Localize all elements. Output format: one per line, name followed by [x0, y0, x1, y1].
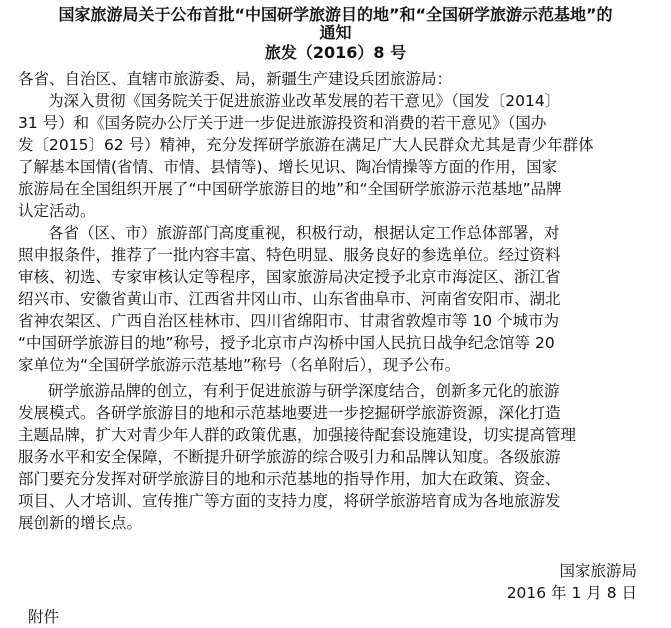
paragraph-3-line: 主题品牌，扩大对青少年人群的政策优惠，加强接待配套设施建设，切实提高管理	[18, 426, 577, 444]
paragraph-1-line: 发〔2015〕62 号）精神，充分发挥研学旅游在满足广大人民群众尤其是青少年群体	[18, 136, 594, 154]
document-title-line-2: 通知	[319, 23, 352, 42]
paragraph-2-line: 绍兴市、安徽省黄山市、江西省井冈山市、山东省曲阜市、河南省安阳市、湖北	[18, 290, 561, 308]
paragraph-1-line: 为深入贯彻《国务院关于促进旅游业改革发展的若干意见》（国发〔2014〕	[48, 92, 561, 110]
salutation: 各省、自治区、直辖市旅游委、局，新疆生产建设兵团旅游局：	[18, 70, 453, 88]
paragraph-2-line: “中国研学旅游目的地”称号，授予北京市卢沟桥中国人民抗日战争纪念馆等 20	[18, 334, 555, 352]
paragraph-3-line: 项目、人才培训、宣传推广等方面的支持力度，将研学旅游培育成为各地旅游发	[18, 492, 561, 510]
paragraph-1-line: 31 号）和《国务院办公厅关于进一步促进旅游投资和消费的若干意见》（国办	[18, 114, 547, 132]
document-title-line-1: 国家旅游局关于公布首批“中国研学旅游目的地”和“全国研学旅游示范基地”的	[58, 5, 613, 24]
issuer-name: 国家旅游局	[559, 562, 637, 580]
issue-date: 2016 年 1 月 8 日	[506, 584, 637, 602]
paragraph-3-line: 研学旅游品牌的创立，有利于促进旅游与研学深度结合，创新多元化的旅游	[48, 382, 560, 400]
paragraph-3-line: 展创新的增长点。	[18, 514, 143, 532]
paragraph-3-line: 部门要充分发挥对研学旅游目的地和示范基地的指导作用，加大在政策、资金、	[18, 470, 561, 488]
paragraph-3-line: 发展模式。各研学旅游目的地和示范基地要进一步挖掘研学旅游资源，深化打造	[18, 404, 561, 422]
paragraph-1-line: 旅游局在全国组织开展了“中国研学旅游目的地”和“全国研学旅游示范基地”品牌	[18, 180, 562, 198]
paragraph-2-line: 照申报条件，推荐了一批内容丰富、特色明显、服务良好的参选单位。经过资料	[18, 246, 561, 264]
document-number: 旅发（2016）8 号	[264, 43, 407, 62]
paragraph-1-line: 了解基本国情(省情、市情、县情等)、增长见识、陶冶情操等方面的作用，国家	[18, 158, 558, 176]
paragraph-3-line: 服务水平和安全保障，不断提升研学旅游的综合吸引力和品牌认知度。各级旅游	[18, 448, 561, 466]
paragraph-2-line: 审核、初选、专家审核认定等程序，国家旅游局决定授予北京市海淀区、浙江省	[18, 268, 561, 286]
paragraph-1-line: 认定活动。	[18, 202, 96, 220]
paragraph-2-line: 省神农架区、广西自治区桂林市、四川省绵阳市、甘肃省敦煌市等 10 个城市为	[18, 312, 560, 330]
attachment-label: 附件	[28, 608, 60, 626]
paragraph-2-line: 各省（区、市）旅游部门高度重视，积极行动，根据认定工作总体部署，对	[48, 224, 560, 242]
paragraph-2-line: 家单位为“全国研学旅游示范基地”称号（名单附后），现予公布。	[18, 356, 461, 374]
